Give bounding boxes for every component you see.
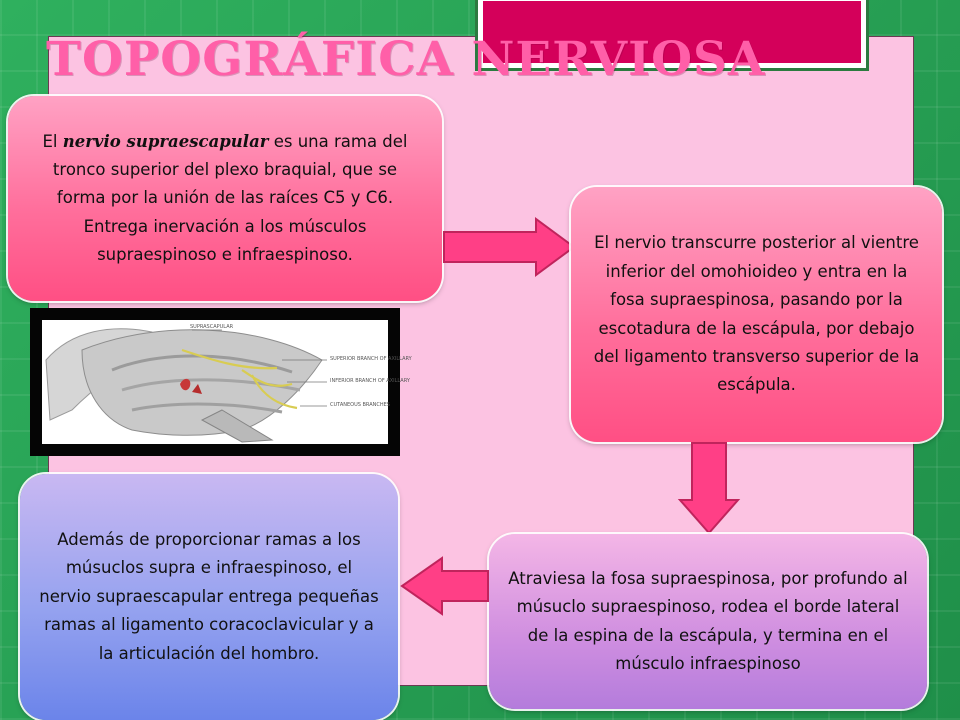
text-box-supraescapular-origin: [8, 96, 442, 301]
arrow-down-icon: [678, 440, 740, 536]
anatomy-figure: [42, 320, 412, 444]
arrow-left-icon: [398, 555, 492, 617]
box1-keyword: nervio supraescapular: [62, 131, 269, 151]
shoulder-anatomy-illustration: [42, 320, 412, 444]
figure-label-inferior-branch: INFERIOR BRANCH OF AXILLARY: [330, 378, 410, 384]
box1-text: [30, 128, 420, 270]
anatomy-figure-frame: [30, 308, 412, 456]
box1-prefix: El: [42, 131, 63, 151]
figure-label-cutaneous: CUTANEOUS BRANCHES: [330, 402, 390, 408]
page-title: TOPOGRÁFICA NERVIOSA: [46, 32, 766, 87]
figure-label-suprascapular: SUPRASCAPULAR: [190, 324, 234, 330]
box4-text: Además de proporcionar ramas a los músuclos supra e infraespinoso, el nervio supraescapular entrega pequeñas ramas al ligamento coracoclavicular y a la articulación del hombro.: [39, 530, 379, 663]
figure-label-superior-branch: SUPERIOR BRANCH OF AXILLARY: [330, 356, 412, 362]
text-box-fossa-path: [489, 534, 927, 709]
text-box-nerve-path: [571, 187, 942, 442]
text-box-additional-branches: [20, 474, 398, 720]
arrow-right-icon: [440, 216, 580, 278]
box3-text: Atraviesa la fosa supraespinosa, por profundo al músuclo supraespinoso, rodea el borde lateral de la espina de la escápula, y termina en el músculo infraespinoso: [508, 568, 908, 673]
box1-rest: es una rama del tronco superior del plexo braquial, que se forma por la unión de las raíces C5 y C6. Entrega inervación a los músculos supraespinoso e infraespinoso.: [52, 131, 408, 265]
box2-text: El nervio transcurre posterior al vientre inferior del omohioideo y entra en la fosa supraespinosa, pasando por la escotadura de la escápula, por debajo del ligamento transverso superior de la escápula.: [593, 233, 920, 395]
